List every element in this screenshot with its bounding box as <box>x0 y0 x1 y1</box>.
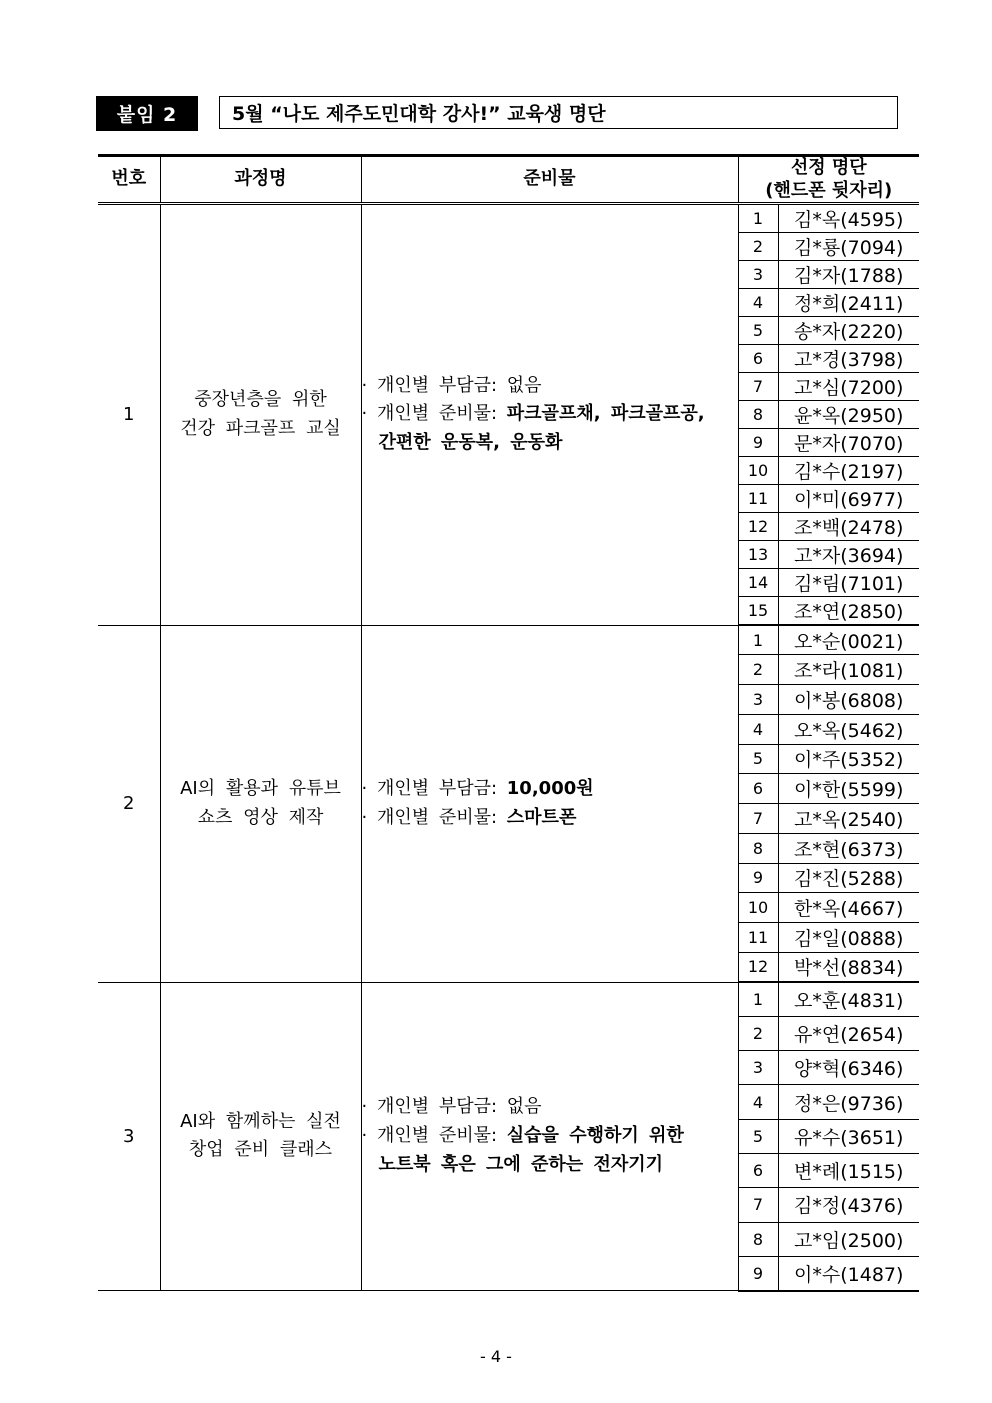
selection-index: 2 <box>738 233 778 261</box>
selected-trainee: 김*림(7101) <box>778 569 919 597</box>
course-name <box>160 204 361 626</box>
table-row <box>98 204 919 233</box>
selected-trainee: 문*자(7070) <box>778 429 919 457</box>
selection-index: 10 <box>738 893 778 923</box>
prep-items-continuation: 간편한 운동복, 운동화 <box>378 432 563 454</box>
selection-index: 7 <box>738 1188 778 1222</box>
prep-fee-line <box>362 775 738 804</box>
table-body <box>98 204 919 1291</box>
prep-items-line <box>362 400 738 429</box>
selected-trainee: 박*선(8834) <box>778 952 919 982</box>
selection-index: 13 <box>738 541 778 569</box>
selection-index: 10 <box>738 457 778 485</box>
selection-index: 2 <box>738 655 778 685</box>
selected-trainee: 고*자(3694) <box>778 541 919 569</box>
selected-trainee: 김*옥(4595) <box>778 204 919 233</box>
selected-trainee: 정*은(9736) <box>778 1085 919 1119</box>
selection-index: 2 <box>738 1016 778 1050</box>
selection-index: 7 <box>738 373 778 401</box>
selected-trainee: 한*옥(4667) <box>778 893 919 923</box>
selected-trainee: 이*수(1487) <box>778 1256 919 1290</box>
prep-fee-value: 없음 <box>506 1096 542 1118</box>
header-course: 과정명 <box>160 156 361 204</box>
prep-items-line <box>362 804 738 833</box>
header-prep: 준비물 <box>361 156 738 204</box>
prep-items-value: 파크골프채, 파크골프공, <box>506 403 705 425</box>
selected-trainee: 고*임(2500) <box>778 1222 919 1256</box>
selected-trainee: 김*진(5288) <box>778 863 919 893</box>
prep-fee-label: · 개인별 부담금: <box>361 1096 507 1118</box>
selected-trainee: 유*수(3651) <box>778 1119 919 1153</box>
selected-trainee: 조*라(1081) <box>778 655 919 685</box>
prep-items-value: 스마트폰 <box>506 806 577 828</box>
selected-trainee: 송*자(2220) <box>778 317 919 345</box>
selected-trainee: 김*일(0888) <box>778 923 919 953</box>
prep-items <box>361 625 738 982</box>
selected-trainee: 오*훈(4831) <box>778 982 919 1016</box>
table-header-row <box>98 156 919 204</box>
selection-index: 14 <box>738 569 778 597</box>
selection-index: 3 <box>738 261 778 289</box>
selected-trainee: 유*연(2654) <box>778 1016 919 1050</box>
selection-index: 5 <box>738 1119 778 1153</box>
selected-trainee: 정*희(2411) <box>778 289 919 317</box>
selected-trainee: 윤*옥(2950) <box>778 401 919 429</box>
selected-trainee: 김*수(2197) <box>778 457 919 485</box>
selected-trainee: 고*옥(2540) <box>778 804 919 834</box>
course-name <box>160 625 361 982</box>
selection-index: 1 <box>738 982 778 1016</box>
selection-index: 11 <box>738 923 778 953</box>
prep-fee-label: · 개인별 부담금: <box>361 777 507 799</box>
selection-index: 8 <box>738 833 778 863</box>
table-row <box>98 625 919 655</box>
selection-index: 8 <box>738 401 778 429</box>
course-name-line: 건강 파크골프 교실 <box>180 417 341 439</box>
page-number: - 4 - <box>480 1347 512 1366</box>
selection-index: 8 <box>738 1222 778 1256</box>
prep-items-label: · 개인별 준비물: <box>361 1124 507 1146</box>
course-name-line: 창업 준비 클래스 <box>188 1139 333 1161</box>
selected-trainee: 오*옥(5462) <box>778 714 919 744</box>
selected-trainee: 오*순(0021) <box>778 625 919 655</box>
prep-items-value: 실습을 수행하기 위한 <box>506 1124 684 1146</box>
selected-trainee: 양*혁(6346) <box>778 1051 919 1085</box>
selected-trainee: 김*룡(7094) <box>778 233 919 261</box>
prep-fee-value: 10,000원 <box>506 777 594 799</box>
prep-items-label: · 개인별 준비물: <box>361 403 507 425</box>
selection-index: 6 <box>738 1153 778 1187</box>
header-no: 번호 <box>98 156 160 204</box>
prep-items-label: · 개인별 준비물: <box>361 806 507 828</box>
course-name-line: AI의 활용과 유튜브 <box>180 777 341 799</box>
attachment-badge: 붙임 2 <box>96 96 198 131</box>
course-name-line: 쇼츠 영상 제작 <box>197 806 324 828</box>
selection-index: 6 <box>738 774 778 804</box>
selection-index: 12 <box>738 952 778 982</box>
selected-trainee: 고*심(7200) <box>778 373 919 401</box>
selection-index: 4 <box>738 714 778 744</box>
selection-index: 1 <box>738 204 778 233</box>
selected-trainee: 이*미(6977) <box>778 485 919 513</box>
document-title: 5월 “나도 제주도민대학 강사!” 교육생 명단 <box>219 96 898 129</box>
selection-index: 5 <box>738 744 778 774</box>
selected-trainee: 이*한(5599) <box>778 774 919 804</box>
selected-trainee: 조*현(6373) <box>778 833 919 863</box>
selected-trainee: 조*연(2850) <box>778 597 919 626</box>
selection-index: 12 <box>738 513 778 541</box>
selection-index: 4 <box>738 1085 778 1119</box>
header-selected-title: 선정 명단 <box>790 157 867 178</box>
selected-trainee: 변*례(1515) <box>778 1153 919 1187</box>
selection-index: 7 <box>738 804 778 834</box>
selected-trainee: 김*정(4376) <box>778 1188 919 1222</box>
prep-fee-line <box>362 372 738 401</box>
selection-index: 3 <box>738 685 778 715</box>
trainee-roster-table <box>98 154 919 1292</box>
prep-items <box>361 982 738 1291</box>
header-selected <box>738 156 919 204</box>
prep-items <box>361 204 738 626</box>
selection-index: 11 <box>738 485 778 513</box>
course-name <box>160 982 361 1291</box>
selection-index: 9 <box>738 429 778 457</box>
table-row <box>98 982 919 1016</box>
course-name-line: AI와 함께하는 실전 <box>180 1110 341 1132</box>
selection-index: 1 <box>738 625 778 655</box>
prep-fee-value: 없음 <box>506 374 542 396</box>
selected-trainee: 이*봉(6808) <box>778 685 919 715</box>
selection-index: 4 <box>738 289 778 317</box>
selected-trainee: 이*주(5352) <box>778 744 919 774</box>
prep-items-continuation: 노트북 혹은 그에 준하는 전자기기 <box>378 1153 663 1175</box>
course-number: 2 <box>98 625 160 982</box>
prep-items-line <box>362 1122 738 1151</box>
prep-fee-line <box>362 1093 738 1122</box>
course-name-line: 중장년층을 위한 <box>194 388 327 410</box>
prep-fee-label: · 개인별 부담금: <box>361 374 507 396</box>
selection-index: 9 <box>738 1256 778 1290</box>
selection-index: 15 <box>738 597 778 626</box>
selection-index: 6 <box>738 345 778 373</box>
selected-trainee: 고*경(3798) <box>778 345 919 373</box>
course-number: 3 <box>98 982 160 1291</box>
selection-index: 3 <box>738 1051 778 1085</box>
selection-index: 5 <box>738 317 778 345</box>
selection-index: 9 <box>738 863 778 893</box>
selected-trainee: 김*자(1788) <box>778 261 919 289</box>
course-number: 1 <box>98 204 160 626</box>
selected-trainee: 조*백(2478) <box>778 513 919 541</box>
header-selected-subtitle: (핸드폰 뒷자리) <box>765 179 893 201</box>
